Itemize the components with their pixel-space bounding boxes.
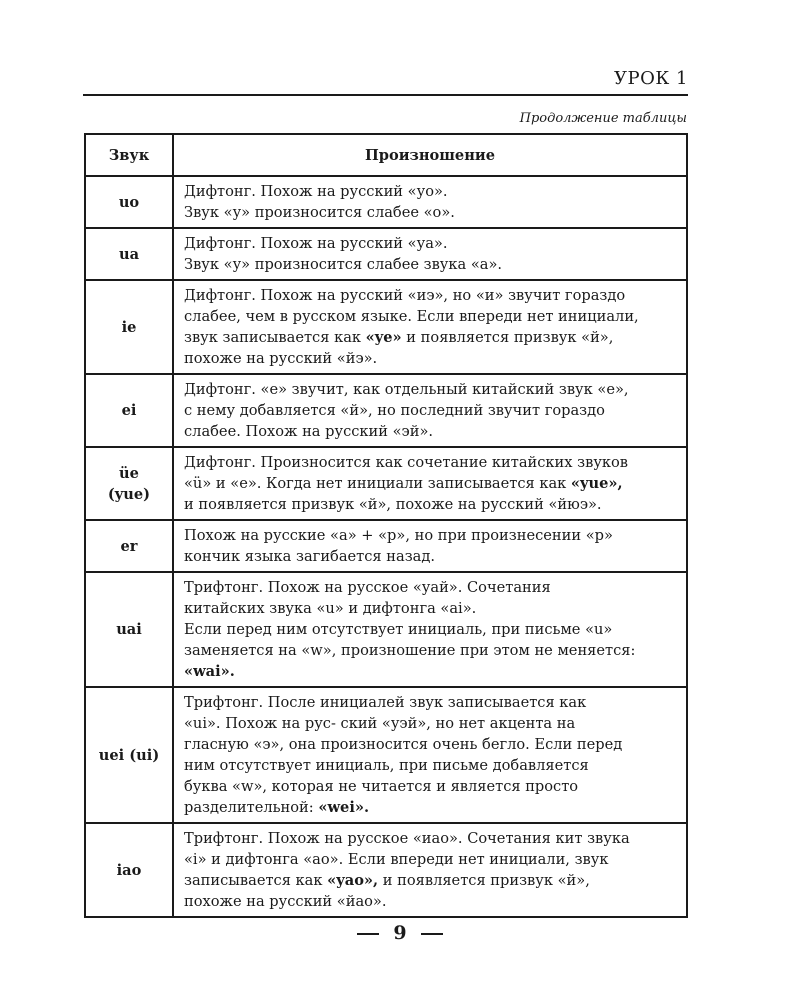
pronunciation-line bbox=[184, 181, 680, 202]
text-segment: Трифтонг. Похож на русское «уай». Сочетания bbox=[184, 579, 551, 596]
page-footer bbox=[0, 922, 800, 944]
text-segment: Трифтонг. После инициалей звук записывается как bbox=[184, 694, 587, 711]
pronunciation-line bbox=[184, 494, 680, 515]
text-segment: Дифтонг. Похож на русский «уо». bbox=[184, 183, 448, 200]
pronunciation-line bbox=[184, 755, 680, 776]
table-continuation-note: Продолжение таблицы bbox=[519, 111, 687, 126]
sound-cell bbox=[85, 447, 173, 520]
pronunciation-line bbox=[184, 870, 680, 891]
column-header-pronunciation: Произношение bbox=[173, 134, 687, 176]
pronunciation-cell bbox=[173, 572, 687, 687]
text-segment: Звук «у» произносится слабее «о». bbox=[184, 204, 455, 221]
sound-label: üe bbox=[119, 464, 139, 482]
sound-cell bbox=[85, 280, 173, 374]
table-row bbox=[85, 823, 687, 917]
pronunciation-line bbox=[184, 797, 680, 818]
text-segment: разделительной: bbox=[184, 799, 319, 816]
page-number: 9 bbox=[393, 922, 407, 944]
table-row bbox=[85, 228, 687, 280]
pronunciation-cell bbox=[173, 374, 687, 447]
pronunciation-line bbox=[184, 421, 680, 442]
text-segment: слабее, чем в русском языке. Если впереди нет инициали, bbox=[184, 308, 639, 325]
table-row bbox=[85, 280, 687, 374]
sound-label: ua bbox=[118, 245, 140, 263]
pinyin-spelling: «ye» bbox=[365, 329, 402, 346]
sound-label: uai bbox=[116, 621, 142, 638]
text-segment: с нему добавляется «й», но последний звучит гораздо bbox=[184, 402, 605, 419]
pronunciation-line bbox=[184, 849, 680, 870]
sound-label: iao bbox=[116, 861, 142, 879]
pronunciation-line bbox=[184, 619, 680, 640]
text-segment: Трифтонг. Похож на русское «иао». Сочетания кит звука bbox=[184, 830, 630, 847]
sound-label: ei bbox=[121, 402, 137, 419]
table-row bbox=[85, 374, 687, 447]
sound-cell bbox=[85, 520, 173, 572]
pronunciation-cell bbox=[173, 228, 687, 280]
text-segment: и появляется призвук «й», bbox=[401, 329, 614, 346]
sound-cell bbox=[85, 374, 173, 447]
pronunciation-line bbox=[184, 327, 680, 348]
text-segment: «i» и дифтонга «ао». Если впереди нет инициали, звук bbox=[184, 851, 609, 868]
text-segment: похоже на русский «йао». bbox=[184, 893, 387, 910]
pronunciation-line bbox=[184, 285, 680, 306]
sound-cell bbox=[85, 823, 173, 917]
sound-label: er bbox=[120, 537, 138, 555]
text-segment: слабее. Похож на русский «эй». bbox=[184, 423, 434, 440]
pronunciation-cell bbox=[173, 280, 687, 374]
text-segment: звук записывается как bbox=[184, 329, 366, 346]
sound-label: uei (ui) bbox=[98, 746, 160, 764]
text-segment: заменяется на «w», произношение при этом не меняется: bbox=[184, 642, 636, 659]
pronunciation-line bbox=[184, 202, 680, 223]
pronunciation-line bbox=[184, 452, 680, 473]
text-segment: ним отсутствует инициаль, при письме добавляется bbox=[184, 757, 589, 774]
pronunciation-line bbox=[184, 233, 680, 254]
footer-dash-left bbox=[357, 933, 379, 935]
sound-cell bbox=[85, 228, 173, 280]
pronunciation-cell bbox=[173, 520, 687, 572]
pronunciation-line bbox=[184, 577, 680, 598]
table-header-row bbox=[85, 134, 687, 176]
pronunciation-cell bbox=[173, 687, 687, 823]
pronunciation-line bbox=[184, 713, 680, 734]
pinyin-spelling: «yao», bbox=[327, 872, 379, 889]
table-row bbox=[85, 572, 687, 687]
table-row bbox=[85, 520, 687, 572]
pronunciation-line bbox=[184, 598, 680, 619]
lesson-title: УРОК 1 bbox=[614, 68, 688, 89]
pronunciation-cell bbox=[173, 176, 687, 228]
column-header-sound: Звук bbox=[85, 134, 173, 176]
pronunciation-line bbox=[184, 400, 680, 421]
pronunciation-line bbox=[184, 546, 680, 567]
text-segment: Дифтонг. Похож на русский «иэ», но «и» звучит гораздо bbox=[184, 287, 626, 304]
text-segment: гласную «э», она произносится очень бегло. Если перед bbox=[184, 736, 623, 753]
text-segment: кончик языка загибается назад. bbox=[184, 548, 435, 565]
text-segment: Дифтонг. Похож на русский «уа». bbox=[184, 235, 448, 252]
text-segment: и появляется призвук «й», похоже на русский «йюэ». bbox=[184, 496, 602, 513]
pronunciation-line bbox=[184, 379, 680, 400]
sound-cell bbox=[85, 687, 173, 823]
table-row bbox=[85, 176, 687, 228]
sound-cell bbox=[85, 572, 173, 687]
table-row bbox=[85, 687, 687, 823]
sound-label: (yue) bbox=[107, 485, 151, 503]
sound-cell bbox=[85, 176, 173, 228]
text-segment: и появляется призвук «й», bbox=[378, 872, 590, 889]
sound-label: uo bbox=[118, 193, 140, 211]
pinyin-spelling: «wai». bbox=[184, 663, 235, 680]
sound-label: ie bbox=[121, 318, 137, 336]
pronunciation-table bbox=[84, 133, 688, 918]
pronunciation-line bbox=[184, 776, 680, 797]
pronunciation-line bbox=[184, 692, 680, 713]
pronunciation-line bbox=[184, 891, 680, 912]
table-row bbox=[85, 447, 687, 520]
text-segment: записывается как bbox=[184, 872, 328, 889]
pronunciation-line bbox=[184, 828, 680, 849]
pronunciation-cell bbox=[173, 447, 687, 520]
text-segment: Если перед ним отсутствует инициаль, при письме «u» bbox=[184, 621, 613, 638]
pronunciation-line bbox=[184, 734, 680, 755]
text-segment: Звук «у» произносится слабее звука «а». bbox=[184, 256, 503, 273]
text-segment: Похож на русские «а» + «р», но при произнесении «р» bbox=[184, 527, 613, 544]
pronunciation-line bbox=[184, 254, 680, 275]
running-header bbox=[83, 66, 688, 96]
pinyin-spelling: «wei». bbox=[318, 799, 370, 816]
text-segment: буква «w», которая не читается и является просто bbox=[184, 778, 579, 795]
pronunciation-line bbox=[184, 306, 680, 327]
text-segment: похоже на русский «йэ». bbox=[184, 350, 378, 367]
pronunciation-line bbox=[184, 661, 680, 682]
pinyin-spelling: «yue», bbox=[570, 475, 623, 492]
footer-dash-right bbox=[421, 933, 443, 935]
text-segment: Дифтонг. «е» звучит, как отдельный китайский звук «е», bbox=[184, 381, 629, 398]
text-segment: Дифтонг. Произносится как сочетание китайских звуков bbox=[184, 454, 629, 471]
text-segment: «ü» и «е». Когда нет инициали записывается как bbox=[184, 475, 571, 492]
pronunciation-line bbox=[184, 473, 680, 494]
text-segment: китайских звука «u» и дифтонга «ai». bbox=[184, 600, 477, 617]
pronunciation-line bbox=[184, 348, 680, 369]
pronunciation-line bbox=[184, 525, 680, 546]
pronunciation-cell bbox=[173, 823, 687, 917]
text-segment: «ui». Похож на рус- ский «уэй», но нет акцента на bbox=[184, 715, 576, 732]
pronunciation-line bbox=[184, 640, 680, 661]
